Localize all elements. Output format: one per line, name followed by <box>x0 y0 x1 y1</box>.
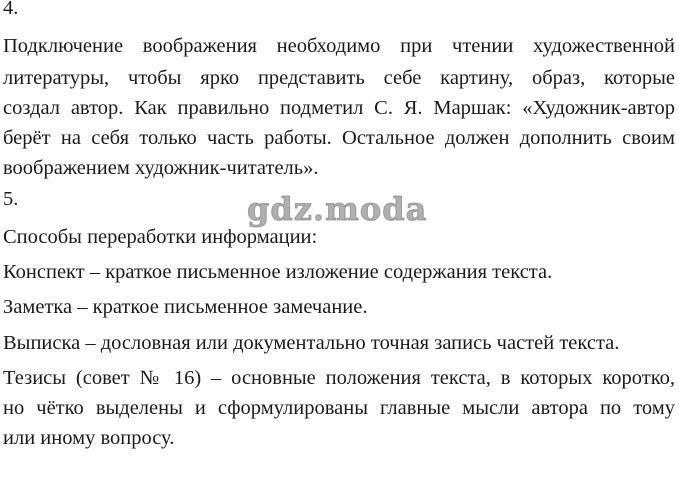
section-4-number: 4. <box>3 0 19 19</box>
section-5-intro: Способы переработки информации: <box>3 226 318 248</box>
konspekt-definition: Конспект – краткое письменное изложение содержания текста. <box>3 261 553 283</box>
section-4-line-1: Подключение воображения необходимо при чтении художественной <box>3 35 675 57</box>
section-4-line-4: берёт на себя только часть работы. Остальное должен дополнить своим <box>3 127 675 149</box>
section-4-line-5: воображением художник-читатель». <box>3 157 319 179</box>
watermark-logo: gdz.moda <box>247 190 428 228</box>
section-4-line-2: литературы, чтобы ярко представить себе картину, образ, которые <box>3 67 675 89</box>
tezisy-line-2: но чётко выделены и сформулированы главные мысли автора по тому <box>3 397 675 419</box>
tezisy-line-3: или иному вопросу. <box>3 427 175 449</box>
vypiska-definition: Выписка – дословная или документально точная запись частей текста. <box>3 332 620 354</box>
section-4-line-3: создал автор. Как правильно подметил С. Я. Маршак: «Художник-автор <box>3 97 675 119</box>
tezisy-line-1: Тезисы (совет № 16) – основные положения текста, в которых коротко, <box>3 367 675 389</box>
zametka-definition: Заметка – краткое письменное замечание. <box>3 296 368 318</box>
section-5-number: 5. <box>3 188 19 210</box>
